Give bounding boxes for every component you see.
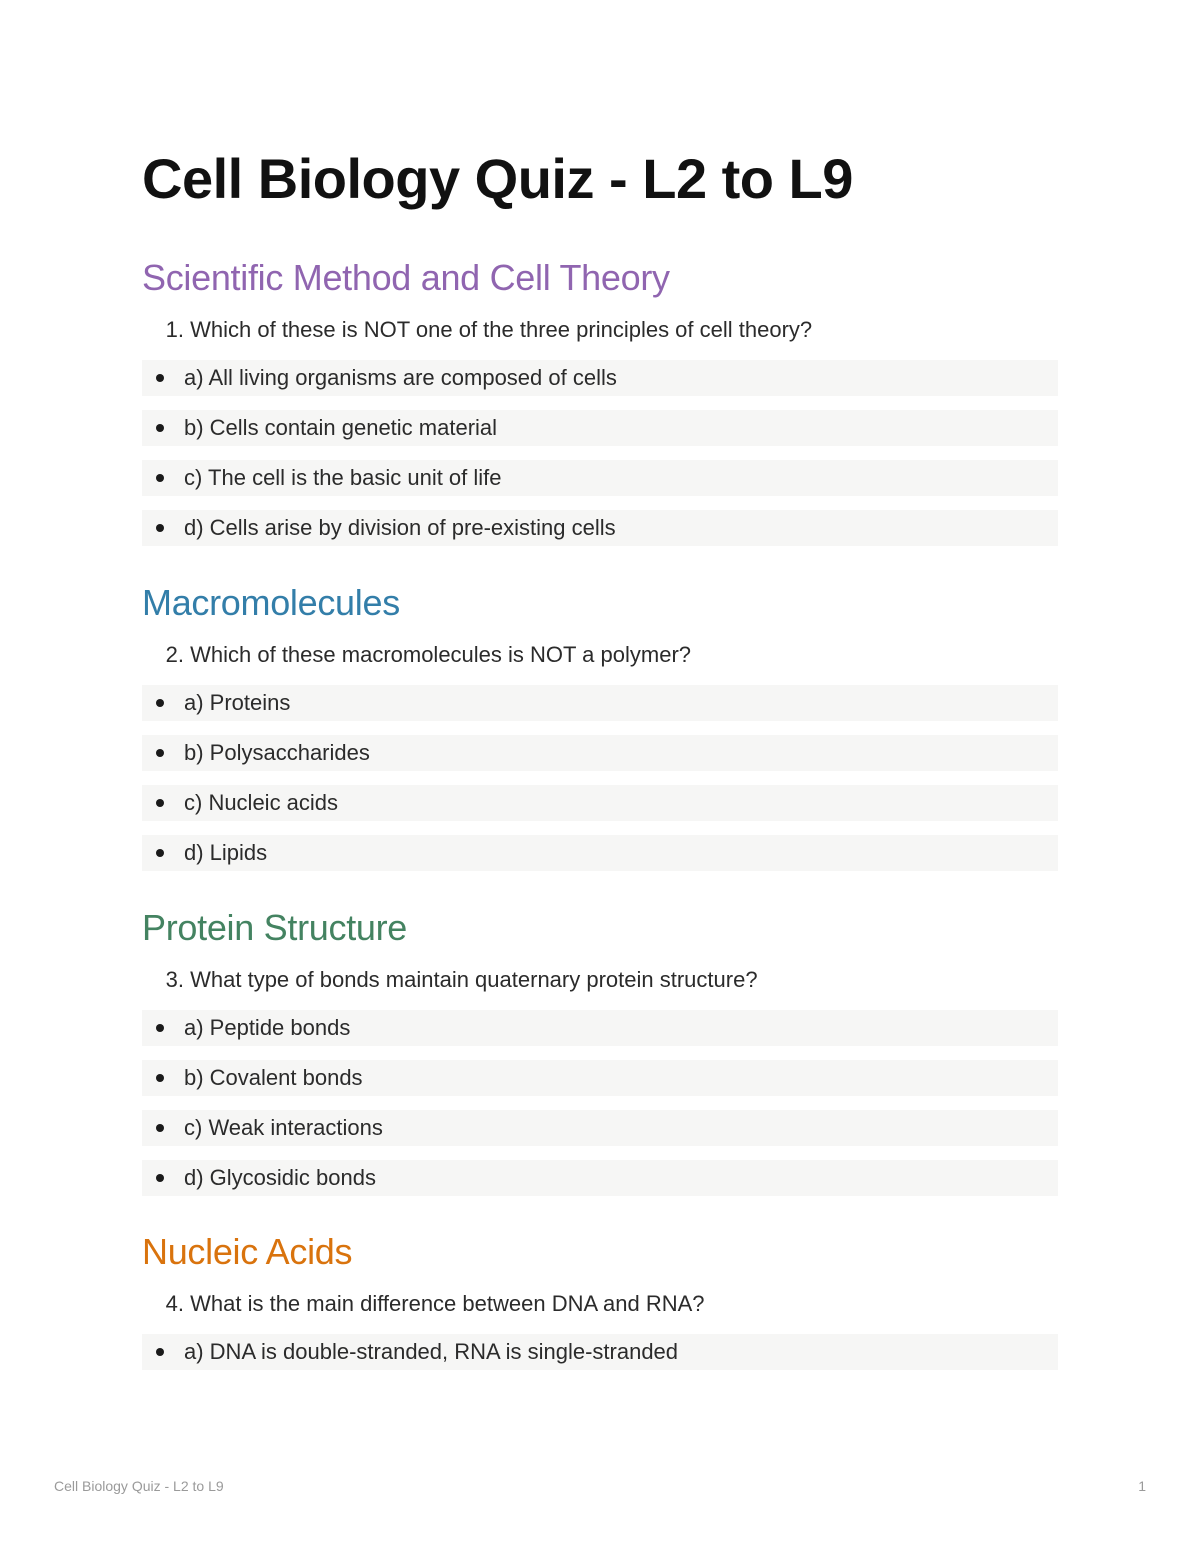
page-title: Cell Biology Quiz - L2 to L9 bbox=[142, 147, 853, 210]
page-number: 1 bbox=[1138, 1478, 1146, 1494]
question-number: 3. bbox=[165, 967, 184, 992]
answer-option[interactable] bbox=[142, 1334, 1058, 1370]
bullet-icon bbox=[156, 1348, 164, 1356]
bullet-icon bbox=[156, 799, 164, 807]
answer-options bbox=[142, 360, 1058, 546]
question-text: Which of these is NOT one of the three principles of cell theory? bbox=[190, 317, 813, 342]
question bbox=[142, 964, 1058, 996]
footer-title: Cell Biology Quiz - L2 to L9 bbox=[54, 1478, 224, 1494]
answer-options bbox=[142, 1010, 1058, 1196]
answer-option[interactable] bbox=[142, 785, 1058, 821]
bullet-icon bbox=[156, 699, 164, 707]
answer-options bbox=[142, 1334, 1058, 1370]
answer-option[interactable] bbox=[142, 1160, 1058, 1196]
question-text: What is the main difference between DNA and RNA? bbox=[190, 1291, 705, 1316]
answer-label: a) DNA is double-stranded, RNA is single-stranded bbox=[184, 1339, 679, 1364]
question bbox=[142, 314, 1058, 346]
section-heading: Protein Structure bbox=[142, 907, 408, 948]
section-heading: Macromolecules bbox=[142, 582, 400, 623]
section-macromolecules bbox=[142, 581, 1058, 871]
answer-option[interactable] bbox=[142, 1010, 1058, 1046]
answer-label: b) Covalent bonds bbox=[184, 1065, 363, 1090]
bullet-icon bbox=[156, 1074, 164, 1082]
question-number: 2. bbox=[165, 642, 184, 667]
bullet-icon bbox=[156, 424, 164, 432]
answer-label: b) Polysaccharides bbox=[184, 740, 370, 765]
answer-label: c) Weak interactions bbox=[184, 1115, 383, 1140]
answer-label: a) Peptide bonds bbox=[184, 1015, 351, 1040]
answer-label: d) Lipids bbox=[184, 840, 268, 865]
section-heading: Scientific Method and Cell Theory bbox=[142, 257, 670, 298]
bullet-icon bbox=[156, 849, 164, 857]
answer-option[interactable] bbox=[142, 735, 1058, 771]
bullet-icon bbox=[156, 474, 164, 482]
question-text: What type of bonds maintain quaternary protein structure? bbox=[190, 967, 758, 992]
section-protein-structure bbox=[142, 906, 1058, 1196]
bullet-icon bbox=[156, 1174, 164, 1182]
question bbox=[142, 1288, 1058, 1320]
answer-label: d) Cells arise by division of pre-existing cells bbox=[184, 515, 616, 540]
bullet-icon bbox=[156, 1024, 164, 1032]
question-text: Which of these macromolecules is NOT a polymer? bbox=[190, 642, 692, 667]
bullet-icon bbox=[156, 524, 164, 532]
section-scientific-method bbox=[142, 256, 1058, 546]
answer-label: a) Proteins bbox=[184, 690, 291, 715]
answer-option[interactable] bbox=[142, 360, 1058, 396]
section-nucleic-acids bbox=[142, 1230, 1058, 1370]
answer-option[interactable] bbox=[142, 835, 1058, 871]
bullet-icon bbox=[156, 749, 164, 757]
section-heading: Nucleic Acids bbox=[142, 1231, 353, 1272]
question bbox=[142, 639, 1058, 671]
question-number: 4. bbox=[165, 1291, 184, 1316]
answer-option[interactable] bbox=[142, 1060, 1058, 1096]
answer-option[interactable] bbox=[142, 1110, 1058, 1146]
answer-option[interactable] bbox=[142, 510, 1058, 546]
answer-label: a) All living organisms are composed of cells bbox=[184, 365, 617, 390]
answer-option[interactable] bbox=[142, 685, 1058, 721]
bullet-icon bbox=[156, 1124, 164, 1132]
answer-label: c) Nucleic acids bbox=[184, 790, 339, 815]
answer-label: b) Cells contain genetic material bbox=[184, 415, 498, 440]
bullet-icon bbox=[156, 374, 164, 382]
answer-option[interactable] bbox=[142, 410, 1058, 446]
answer-label: c) The cell is the basic unit of life bbox=[184, 465, 502, 490]
answer-option[interactable] bbox=[142, 460, 1058, 496]
question-number: 1. bbox=[165, 317, 184, 342]
answer-options bbox=[142, 685, 1058, 871]
answer-label: d) Glycosidic bonds bbox=[184, 1165, 376, 1190]
